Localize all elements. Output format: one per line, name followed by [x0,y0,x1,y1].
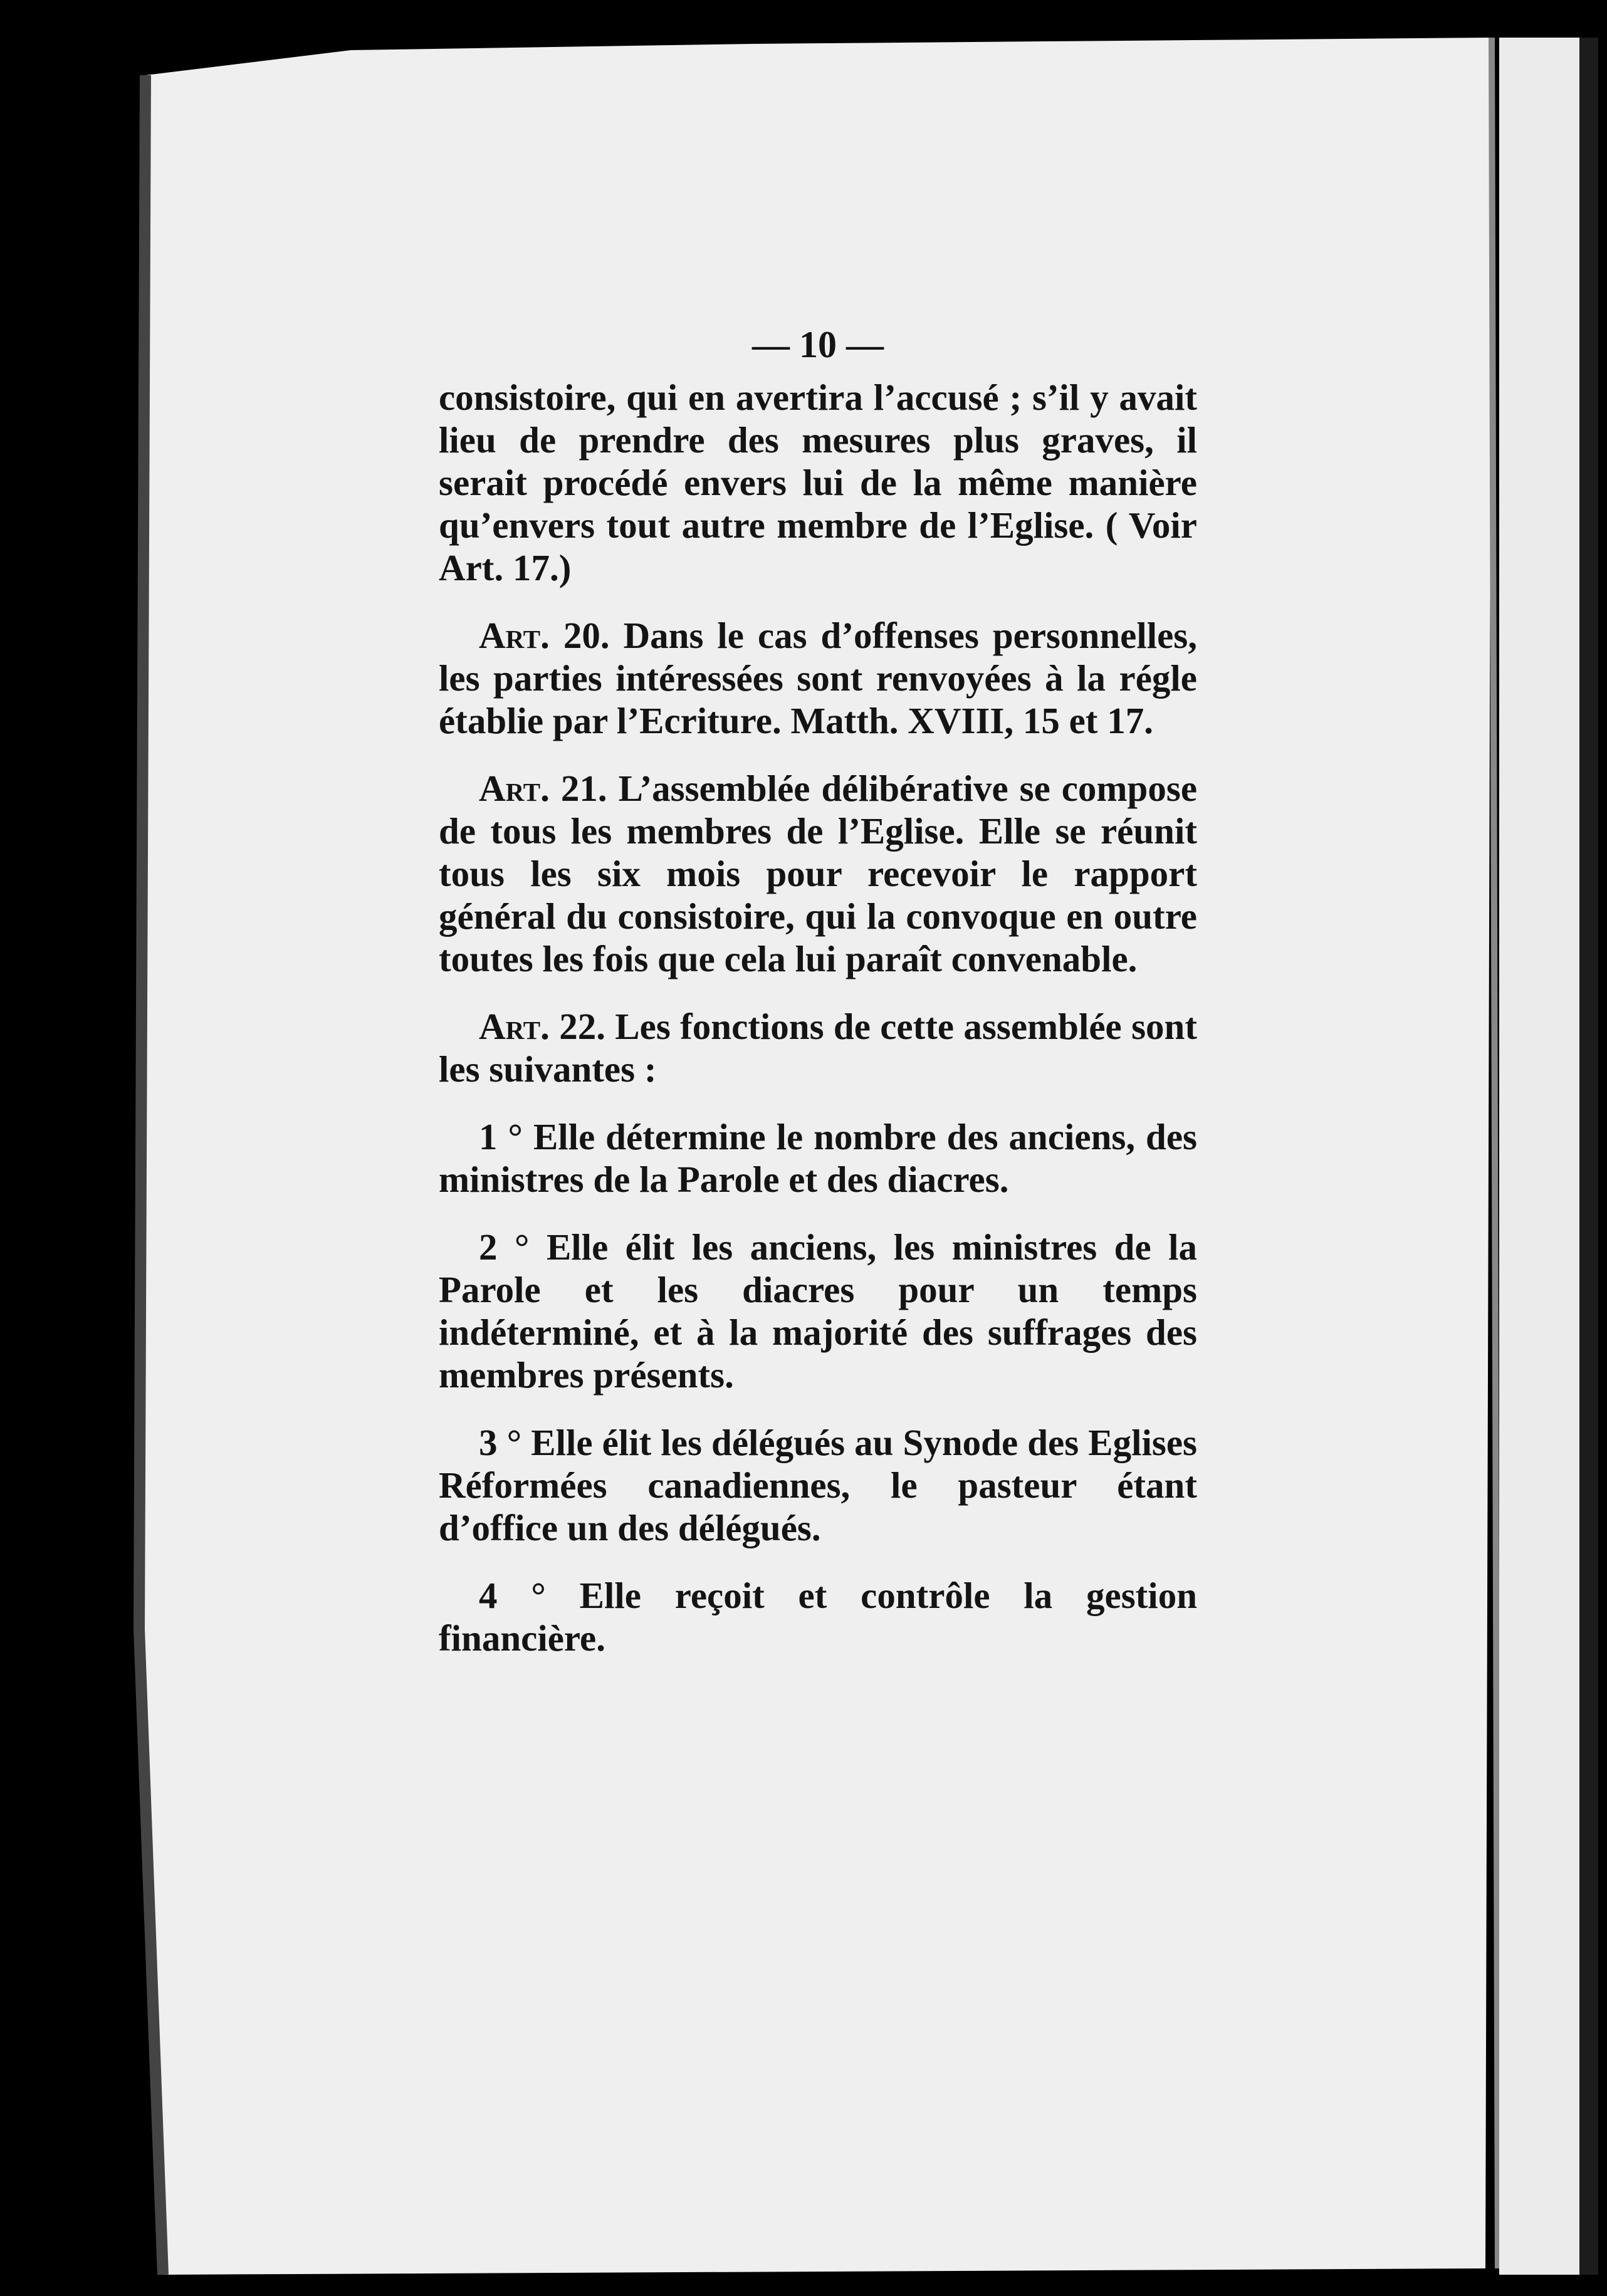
list-item [439,1574,1197,1659]
list-item [439,1115,1197,1201]
article-label: Art. 22. [479,1006,605,1047]
article-21 [439,767,1197,980]
article-text: L’assemblée délibérative se compose de tous les membres de l’Eglise. Elle se réunit tous les six mois pour recevoir le rapport général du consistoire, qui la convoque en outre toutes les fois que cela lui paraît convenable. [439,768,1198,979]
article-label: Art. 21. [479,768,607,809]
item-text: Elle élit les délégués au Synode des Eglises Réformées canadiennes, le pasteur étant d’office un des délégués. [439,1422,1198,1548]
item-text: Elle reçoit et contrôle la gestion financière. [439,1575,1198,1659]
continuation-paragraph: consistoire, qui en avertira l’accusé ; s’il y avait lieu de prendre des mesures plus graves, il serait procédé envers lui de la même manière qu’envers tout autre membre de l’Eglise. ( Voir Art. 17.) [439,377,1197,588]
item-number: 1 ° [479,1116,523,1157]
page-number: — 10 — [752,324,884,365]
item-number: 2 ° [479,1226,530,1268]
article-text: Dans le cas d’offenses personnelles, les parties intéressées sont renvoyées à la régle établie par l’Ecriture. Matth. XVIII, 15 et 17. [439,615,1198,741]
article-text: Les fonctions de cette assemblée sont les suivantes : [439,1006,1197,1090]
item-number: 3 ° [479,1422,522,1463]
list-item [439,1226,1197,1396]
item-number: 4 ° [479,1575,546,1616]
article-label: Art. 20. [479,615,610,656]
list-item [439,1421,1197,1549]
item-text: Elle détermine le nombre des anciens, des ministres de la Parole et des diacres. [439,1116,1197,1200]
article-22 [439,1005,1197,1090]
page-text [439,326,1197,1659]
article-20 [439,614,1197,742]
item-text: Elle élit les anciens, les ministres de la Parole et les diacres pour un temps indéterminé, et à la majorité des suffrages des membres présents. [439,1226,1197,1396]
